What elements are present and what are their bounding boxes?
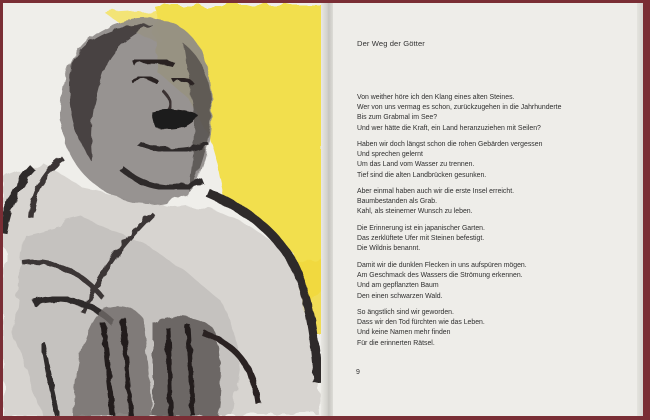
poem-line: Bis zum Grabmal im See? xyxy=(357,114,438,122)
poem-line: Für die erinnerten Rätsel. xyxy=(357,339,435,347)
poem-line: Und wer hätte die Kraft, ein Land heranzuziehen mit Seilen? xyxy=(357,124,541,132)
poem-line: So ängstlich sind wir geworden. xyxy=(357,309,454,316)
illustration-page xyxy=(3,3,325,416)
stanza-4 xyxy=(357,224,485,255)
poem-line: Und am gepflanzten Baum xyxy=(357,282,439,290)
poem-line: Damit wir die dunklen Flecken in uns aufspüren mögen. xyxy=(357,262,527,269)
page-edge xyxy=(637,3,643,416)
text-page xyxy=(333,3,643,416)
poem-line: Von weither höre ich den Klang eines alten Steines. xyxy=(357,94,515,101)
poem-line: Und sprechen gelernt xyxy=(357,151,423,159)
buddha-illustration xyxy=(3,3,325,416)
poem-line: Dass wir den Tod fürchten wie das Leben. xyxy=(357,319,485,327)
stanza-3 xyxy=(357,187,514,218)
poem-line: Kahl, als steinerner Wunsch zu leben. xyxy=(357,208,473,216)
stanza-1 xyxy=(357,93,561,134)
page-number: 9 xyxy=(356,369,360,376)
poem-line: Die Erinnerung ist ein japanischer Garten. xyxy=(357,225,485,232)
poem-line: Haben wir doch längst schon die rohen Gebärden vergessen xyxy=(357,141,543,148)
poem-line: Den einen schwarzen Wald. xyxy=(357,292,443,300)
poem-line: Um das Land vom Wasser zu trennen. xyxy=(357,161,475,169)
poem-line: Das zerklüftete Ufer mit Steinen befestigt. xyxy=(357,235,485,243)
book-spread xyxy=(3,3,643,416)
stanza-6 xyxy=(357,308,485,349)
poem-line: Und keine Namen mehr finden xyxy=(357,329,451,337)
poem-line: Am Geschmack des Wassers die Strömung erkennen. xyxy=(357,272,523,280)
stanza-2 xyxy=(357,140,542,181)
poem-line: Tief sind die alten Landbrücken gesunken. xyxy=(357,171,487,179)
poem-line: Die Wildnis benannt. xyxy=(357,245,421,253)
poem-line: Wer von uns vermag es schon, zurückzugehen in die Jahrhunderte xyxy=(357,104,562,112)
poem-line: Baumbestanden als Grab. xyxy=(357,198,438,206)
stanza-5 xyxy=(357,261,527,302)
poem-title: Der Weg der Götter xyxy=(357,39,425,48)
poem-line: Aber einmal haben auch wir die erste Insel erreicht. xyxy=(357,188,515,195)
